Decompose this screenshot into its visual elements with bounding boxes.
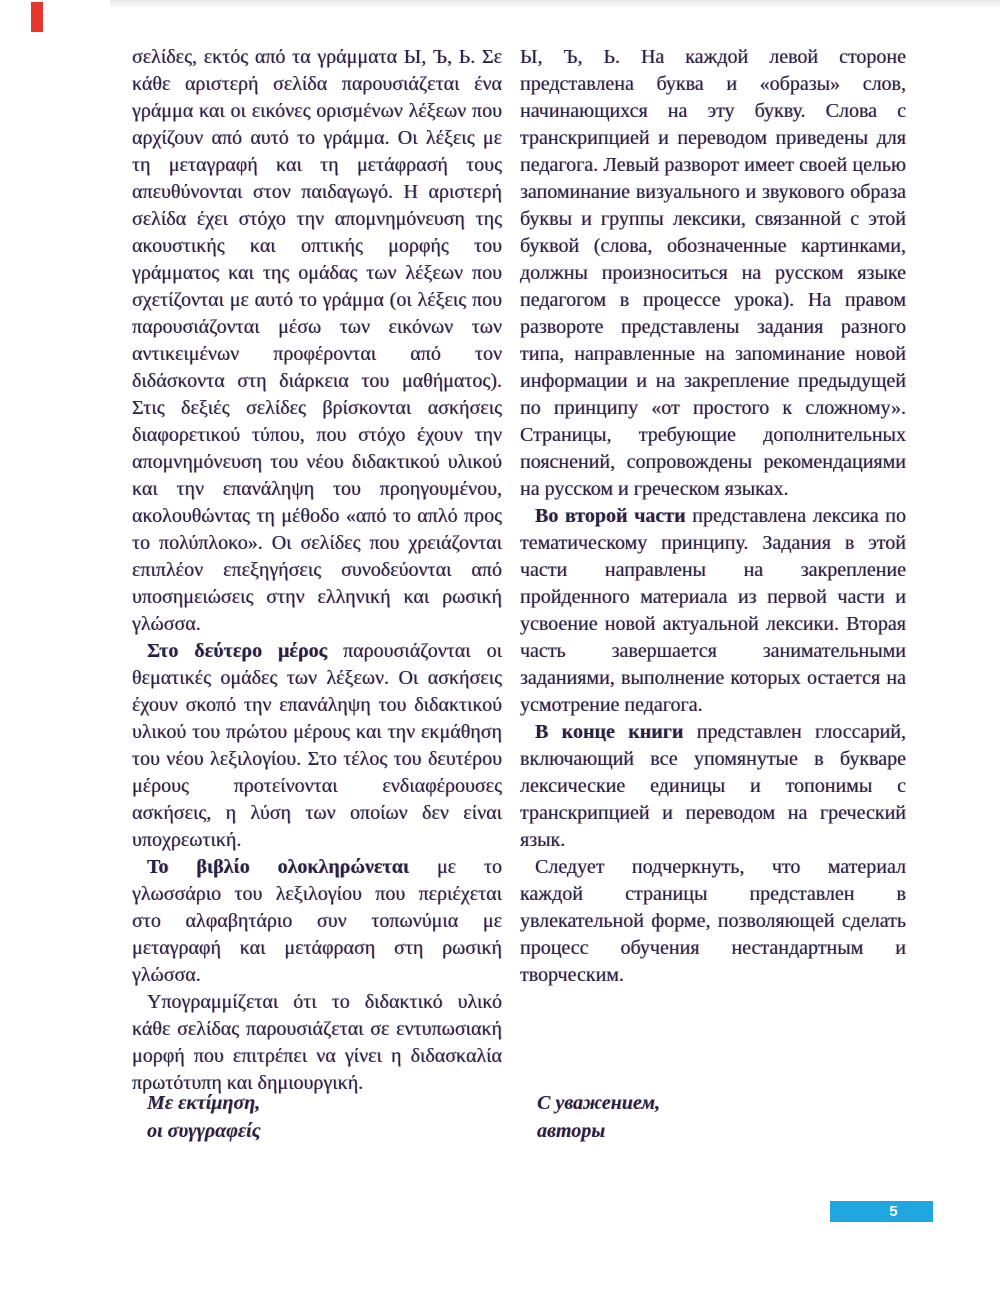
russian-signature-line-1: С уважением,: [537, 1092, 660, 1114]
russian-paragraph-3-text: представлен глоссарий, включающий все упомянутые в букваре лексические единицы и топонимы с транскрипцией и переводом на греческий язык.: [520, 721, 906, 851]
russian-paragraph-4-text: Следует подчеркнуть, что материал каждой страницы представлен в увлекательной форме, позволяющей сделать процесс обучения нестандартным и творческим.: [520, 856, 906, 986]
greek-signature-line-1: Με εκτίμηση,: [147, 1092, 261, 1114]
russian-paragraph-3: [520, 719, 906, 854]
russian-column: [520, 44, 906, 989]
greek-paragraph-2-text: παρουσιάζονται οι θεματικές ομάδες των λέξεων. Οι ασκήσεις έχουν σκοπό την επανάληψη του διδακτικού υλικού του πρώτου μέρους και την εκμάθηση του νέου λεξιλογίου. Στο τέλος του δευτέρου μέρους προτείνονται ενδιαφέρουσες ασκήσεις, η λύση των οποίων δεν είναι υποχρεωτική.: [132, 640, 502, 851]
scan-edge-artifact: [110, 0, 1000, 7]
greek-paragraph-3-text: με το γλωσσάριο του λεξιλογίου που περιέχεται στο αλφαβητάριο συν τοπωνύμια με μεταγραφή και μετάφραση στη ρωσική γλώσσα.: [132, 856, 502, 986]
russian-paragraph-1-text: Ы, Ъ, Ь. На каждой левой стороне представлена буква и «образы» слов, начинающихся на эту букву. Слова с транскрипцией и переводом приведены для педагога. Левый разворот имеет своей целью запоминание визуального и звукового образа буквы и группы лексики, связанной с этой буквой (слова, обозначенные картинками, должны произноситься на русском языке педагогом в процессе урока). На правом развороте представлены задания разного типа, направленные на запоминание новой информации и на закрепление предыдущей по принципу «от простого к сложному». Страницы, требующие дополнительных пояснений, сопровождены рекомендациями на русском и греческом языках.: [520, 46, 906, 500]
russian-signature-line-2: авторы: [537, 1120, 606, 1142]
greek-paragraph-1-text: σελίδες, εκτός από τα γράμματα Ы, Ъ, Ь. Σε κάθε αριστερή σελίδα παρουσιάζεται ένα γράμμα και οι εικόνες ορισμένων λέξεων που αρχίζουν από αυτό το γράμμα. Οι λέξεις με τη μεταγραφή και τη μετάφρασή τους απευθύνονται στον παιδαγωγό. Η αριστερή σελίδα έχει στόχο την απομνημόνευση της ακουστικής και οπτικής μορφής του γράμματος και της ομάδας των λέξεων που σχετίζονται με αυτό το γράμμα (οι λέξεις που παρουσιάζονται μέσω των εικόνων των αντικειμένων προφέρονται από τον διδάσκοντα στη διάρκεια του μαθήματος). Στις δεξιές σελίδες βρίσκονται ασκήσεις διαφορετικού τύπου, που στόχο έχουν την απομνημόνευση του νέου διδακτικού υλικού και την επανάληψη του προηγουμένου, ακολουθώντας τη μέθοδο «από το απλό προς το πολύπλοκο». Οι σελίδες που χρειάζονται επιπλέον επεξηγήσεις συνοδεύονται από υποσημειώσεις στην ελληνική και ρωσική γλώσσα.: [132, 46, 502, 635]
russian-signature: [537, 1089, 660, 1145]
greek-paragraph-1: [132, 44, 502, 638]
greek-paragraph-4: [132, 989, 502, 1097]
greek-column: [132, 44, 502, 1097]
greek-signature: [147, 1089, 261, 1145]
greek-paragraph-2-bold-lead: Στο δεύτερο μέρος: [147, 640, 328, 662]
russian-paragraph-2-bold-lead: Во второй части: [535, 505, 686, 527]
russian-paragraph-3-bold-lead: В конце книги: [535, 721, 684, 743]
corner-red-mark: [31, 2, 43, 32]
russian-paragraph-2-text: представлена лексика по тематическому принципу. Задания в этой части направлены на закрепление пройденного материала из первой части и усвоение новой актуальной лексики. Вторая часть завершается занимательными заданиями, выполнение которых остается на усмотрение педагога.: [520, 505, 907, 716]
russian-paragraph-1: [520, 44, 906, 503]
page-number: 5: [889, 1203, 898, 1220]
greek-paragraph-3: [132, 854, 502, 989]
greek-paragraph-4-text: Υπογραμμίζεται ότι το διδακτικό υλικό κάθε σελίδας παρουσιάζεται σε εντυπωσιακή μορφή που επιτρέπει να γίνει η διδασκαλία πρωτότυπη και δημιουργική.: [132, 991, 502, 1094]
russian-paragraph-2: [520, 503, 906, 719]
greek-signature-line-2: οι συγγραφείς: [147, 1120, 261, 1142]
page-number-badge: [830, 1201, 933, 1222]
greek-paragraph-2: [132, 638, 502, 854]
greek-paragraph-3-bold-lead: Το βιβλίο ολοκληρώνεται: [147, 856, 410, 878]
russian-paragraph-4: [520, 854, 906, 989]
